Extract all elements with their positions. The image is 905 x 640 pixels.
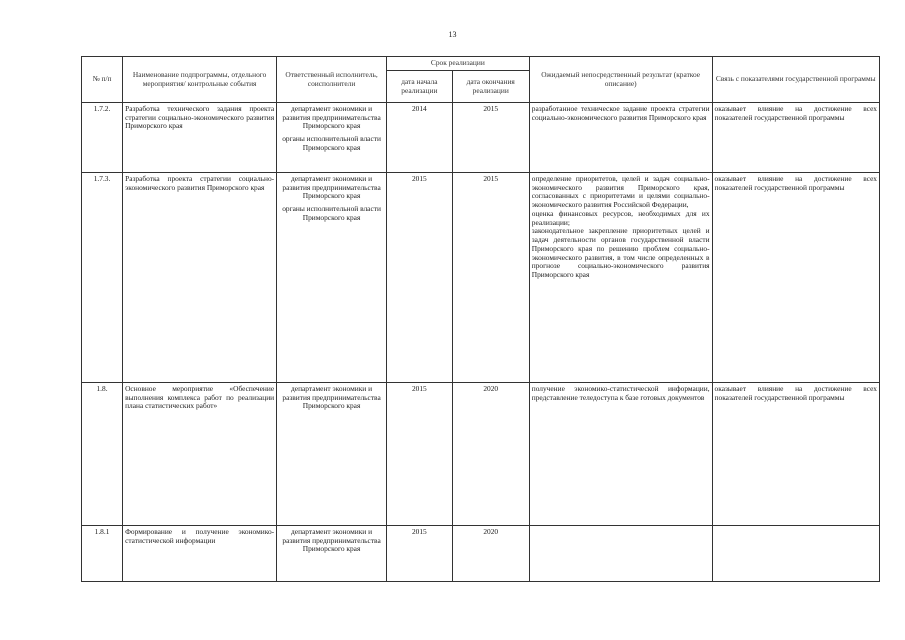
- row-name: Разработка технического задания проекта стратегии социально-экономического развития Приморского края: [123, 103, 277, 173]
- responsible-primary: департамент экономики и развития предпринимательства Приморского края: [282, 527, 381, 554]
- table-row: [82, 173, 880, 383]
- row-link: оказывает влияние на достижение всех показателей государственной программы: [712, 383, 879, 526]
- row-result: [529, 383, 712, 526]
- responsible-secondary: органы исполнительной власти Приморского края: [282, 134, 381, 152]
- result-text: оценка финансовых ресурсов, необходимых для их реализации;: [531, 208, 710, 227]
- row-end: 2020: [452, 383, 529, 526]
- row-result: [529, 526, 712, 582]
- row-name: Разработка проекта стратегии социально-экономического развития Приморского края: [123, 173, 277, 383]
- header-num: № п/п: [82, 57, 123, 103]
- row-link: оказывает влияние на достижение всех показателей государственной программы: [712, 103, 879, 173]
- row-link: [712, 526, 879, 582]
- row-num: 1.8.1: [82, 526, 123, 582]
- row-end: 2020: [452, 526, 529, 582]
- responsible-secondary: органы исполнительной власти Приморского края: [282, 204, 381, 222]
- row-num: 1.8.: [82, 383, 123, 526]
- row-num: 1.7.2.: [82, 103, 123, 173]
- row-name: Формирование и получение экономико-статистической информации: [123, 526, 277, 582]
- header-result: Ожидаемый непосредственный результат (краткое описание): [529, 57, 712, 103]
- row-end: 2015: [452, 173, 529, 383]
- row-responsible: [277, 173, 387, 383]
- row-start: 2015: [387, 526, 453, 582]
- header-name: Наименование подпрограммы, отдельного мероприятия/ контрольные события: [123, 57, 277, 103]
- header-term: Срок реализации: [387, 57, 530, 71]
- table-row: [82, 526, 880, 582]
- result-text: получение экономико-статистической информации, представление теледоступа к базе готовых документов: [531, 384, 710, 402]
- header-link: Связь с показателями государственной программы: [712, 57, 879, 103]
- header-start: дата начала реализации: [387, 71, 453, 103]
- row-responsible: [277, 103, 387, 173]
- row-start: 2015: [387, 173, 453, 383]
- row-end: 2015: [452, 103, 529, 173]
- row-responsible: [277, 383, 387, 526]
- row-name: Основное мероприятие «Обеспечение выполнения комплекса работ по реализации плана статистических работ»: [123, 383, 277, 526]
- result-text: разработанное техническое задание проекта стратегии социально-экономического развития Приморского края: [531, 104, 710, 122]
- responsible-primary: департамент экономики и развития предпринимательства Приморского края: [282, 104, 381, 131]
- row-result: [529, 103, 712, 173]
- result-text: законодательное закрепление приоритетных целей и задач деятельности органов государственной власти Приморского края по решению проблем социально-экономического развития, в том числе определенных в прогнозе социально-экономического развития Приморского края: [531, 226, 710, 280]
- header-responsible: Ответственный исполнитель, соисполнители: [277, 57, 387, 103]
- program-activities-table: [81, 56, 880, 582]
- page-number: 13: [448, 30, 457, 39]
- table-row: [82, 383, 880, 526]
- responsible-primary: департамент экономики и развития предпринимательства Приморского края: [282, 384, 381, 411]
- row-num: 1.7.3.: [82, 173, 123, 383]
- result-text: определение приоритетов, целей и задач социально-экономического развития Приморского края, согласованных с приоритетами и целями социально-экономического развития Российской Федерации,: [531, 174, 710, 210]
- row-start: 2015: [387, 383, 453, 526]
- table-row: [82, 103, 880, 173]
- row-link: оказывает влияние на достижение всех показателей государственной программы: [712, 173, 879, 383]
- row-result: [529, 173, 712, 383]
- header-end: дата окончания реализации: [452, 71, 529, 103]
- row-responsible: [277, 526, 387, 582]
- row-start: 2014: [387, 103, 453, 173]
- responsible-primary: департамент экономики и развития предпринимательства Приморского края: [282, 174, 381, 201]
